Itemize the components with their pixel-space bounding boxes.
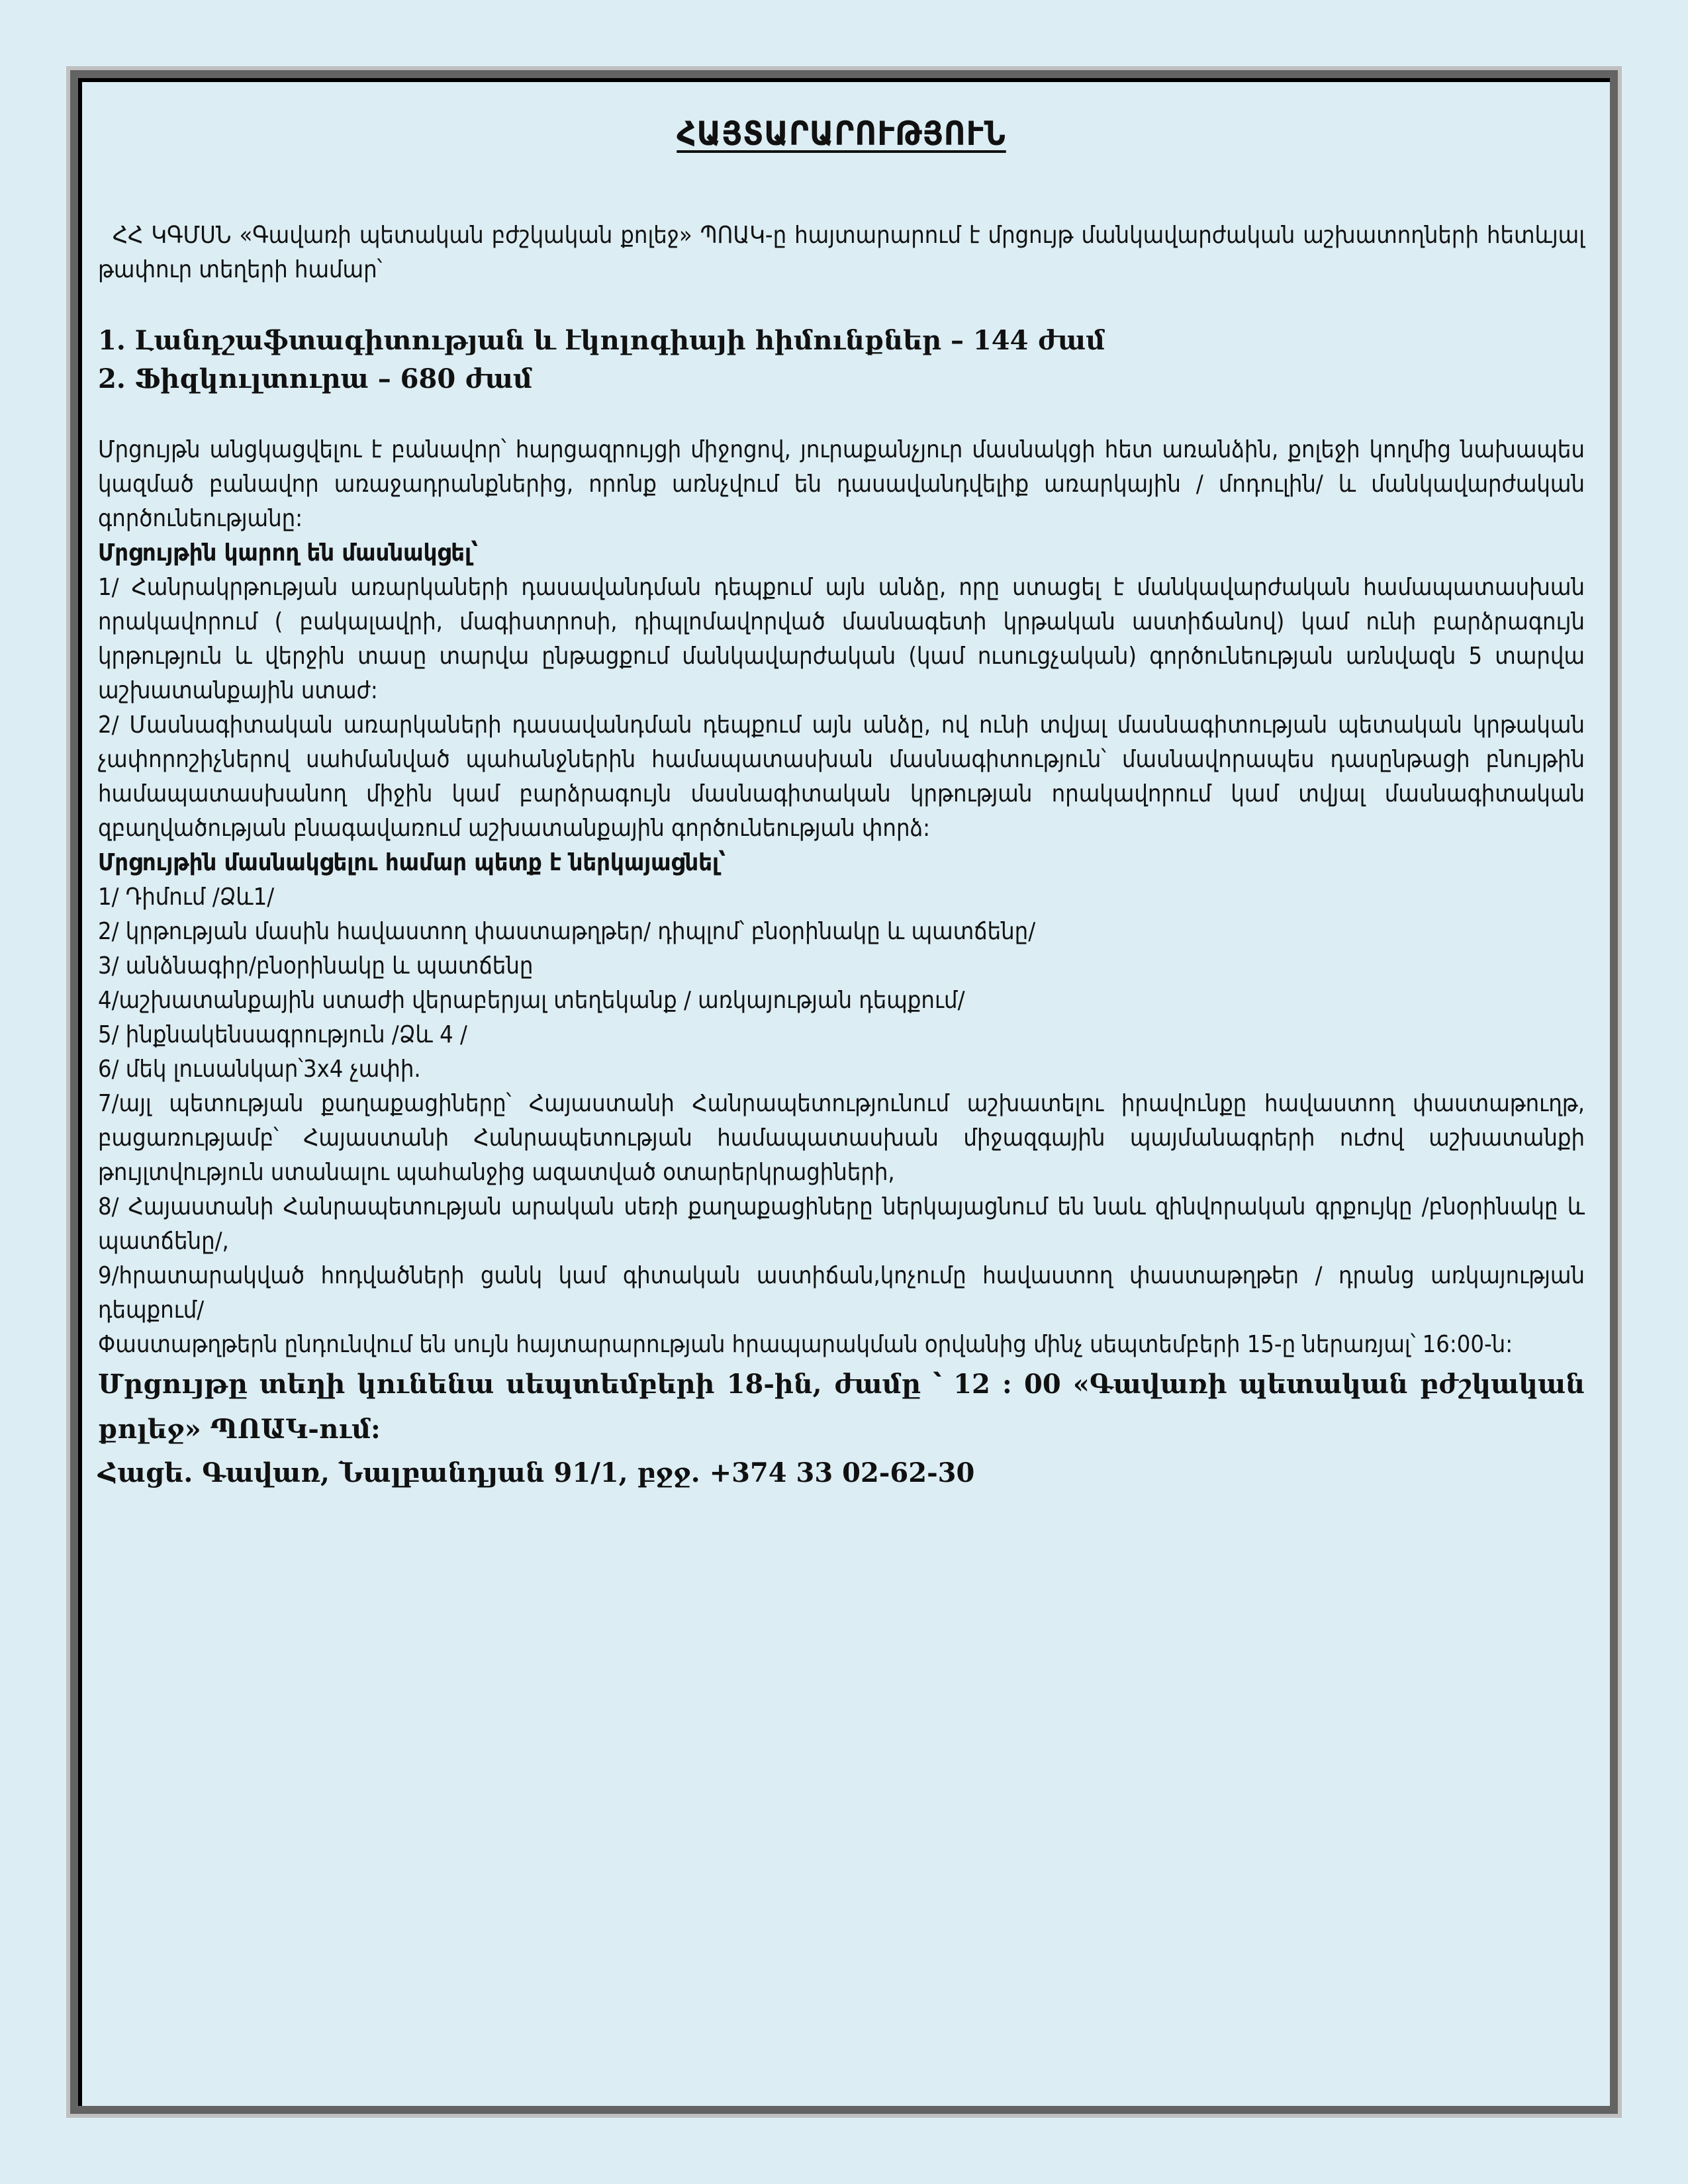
competition-description: Մրցույթն անցկացվելու է բանավոր՝ հարցազրույցի միջոցով, յուրաքանչյուր մասնակցի հետ առանձին, քոլեջի կողմից նախապես կազմած բանավոր առաջադրանքներից, որոնք առնչվում են դասավանդվելիք առարկային / մոդուլին/ և մանկավարժական գործունեությանը:: [98, 436, 1585, 532]
document-item: 5/ ինքնակենսագրություն /Ձև 4 /: [98, 1021, 467, 1048]
announcement-page: [82, 82, 1610, 2106]
documents-heading: Մրցույթին մասնակցելու համար պետք է ներկայացնել՝: [98, 849, 726, 876]
intro-paragraph: ՀՀ ԿԳՄՍՆ «Գավառի պետական բժշկական քոլեջ» ՊՈԱԿ-ը հայտարարում է մրցույթ մանկավարժական աշխատողների հետևյալ թափուր տեղերի համար՝: [98, 222, 1585, 283]
vacancy-item: 1. Լանդշաֆտագիտության և էկոլոգիայի հիմունքներ – 144 ժամ: [98, 325, 1105, 356]
document-item: 6/ մեկ լուսանկար՝3x4 չափի.: [98, 1056, 421, 1083]
eligibility-heading: Մրցույթին կարող են մասնակցել՝: [98, 539, 479, 567]
page-title: ՀԱՅՏԱՐԱՐՈՒԹՅՈՒՆ: [677, 114, 1006, 153]
eligibility-item: 2/ Մասնագիտական առարկաների դասավանդման դեպքում այն անձը, ով ունի տվյալ մասնագիտության պետական կրթական չափորոշիչներով սահմանված պահանջներին համապատասխան մասնագիտություն՝ մասնավորապես դասընթացի բնույթին համապատասխանող միջին կամ բարձրագույն մասնագիտական կրթության որակավորում կամ տվյալ մասնագիտական զբաղվածության բնագավառում աշխատանքային գործունեության փորձ:: [98, 711, 1585, 842]
document-item: 4/աշխատանքային ստաժի վերաբերյալ տեղեկանք / առկայության դեպքում/: [98, 987, 965, 1014]
eligibility-item: 1/ Հանրակրթության առարկաների դասավանդման դեպքում այն անձը, որը ստացել է մանկավարժական համապատասխան որակավորում ( բակալավրի, մագիստրոսի, դիպլոմավորված մասնագետի կրթական աստիճանով) կամ ունի բարձրագույն կրթություն և վերջին տասը տարվա ընթացքում մանկավարժական (կամ ուսուցչական) գործունեության առնվազն 5 տարվա աշխատանքային ստաժ:: [98, 574, 1585, 704]
vacancy-item: 2. Ֆիզկուլտուրա – 680 ժամ: [98, 363, 532, 394]
document-item: 9/հրատարակված հոդվածների ցանկ կամ գիտական աստիճան,կոչումը հավաստող փաստաթղթեր / դրանց առկայության դեպքում/: [98, 1262, 1585, 1324]
document-item: 8/ Հայաստանի Հանրապետության արական սեռի քաղաքացիները ներկայացնում են նաև զինվորական գրքույկը /բնօրինակը և պատճենը/,: [98, 1193, 1585, 1255]
submission-deadline: Փաստաթղթերն ընդունվում են սույն հայտարարության հրապարակման օրվանից մինչ սեպտեմբերի 15-ը ներառյալ՝ 16:00-ն:: [98, 1331, 1513, 1358]
competition-date: Մրցույթը տեղի կունենա սեպտեմբերի 18-ին, ժամը ՝ 12 : 00 «Գավառի պետական բժշկական քոլեջ» ՊՈԱԿ-ում:: [98, 1369, 1585, 1445]
document-item: 7/այլ պետության քաղաքացիները՝ Հայաստանի Հանրապետությունում աշխատելու իրավունքը հավաստող փաստաթուղթ, բացառությամբ՝ Հայաստանի Հանրապետության համապատասխան միջազգային պայմանագրերի ուժով աշխատանքի թույլտվություն ստանալու պահանջից ազատված օտարերկրացիների,: [98, 1090, 1585, 1186]
document-item: 1/ Դիմում /Ձև1/: [98, 884, 275, 911]
document-item: 2/ կրթության մասին հավաստող փաստաթղթեր/ դիպլոմ՝ բնօրինակը և պատճենը/: [98, 918, 1036, 945]
vacancy-list: [98, 322, 1585, 398]
document-item: 3/ անձնագիր/բնօրինակը և պատճենը: [98, 952, 534, 979]
contact-address: Հացե. Գավառ, Նալբանդյան 91/1, բջջ. +374 33 02-62-30: [98, 1457, 975, 1488]
